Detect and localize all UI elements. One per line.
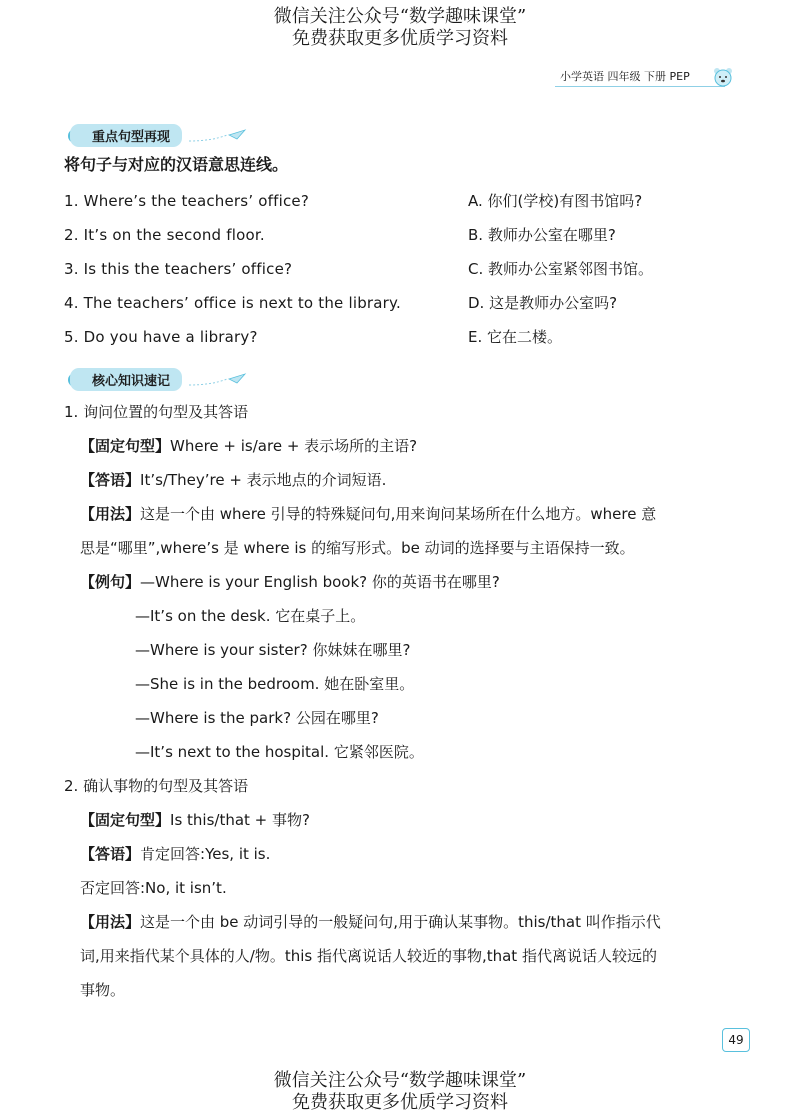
watermark-top-line2: 免费获取更多优质学习资料 — [292, 28, 508, 49]
pattern-line — [80, 810, 310, 830]
paper-plane-icon — [187, 373, 247, 387]
header-divider — [555, 86, 725, 87]
usage-text: 这是一个由 be 动词引导的一般疑问句,用于确认某事物。this/that 叫作指示代 — [140, 913, 661, 931]
answer-line — [80, 470, 386, 490]
answer-negative: 否定回答:No, it isn’t. — [80, 879, 227, 897]
section-header-key-sentences — [68, 124, 247, 144]
paper-plane-icon — [187, 129, 247, 143]
section-header-core-knowledge — [68, 368, 247, 388]
match-left-item: 3. Is this the teachers’ office? — [64, 260, 293, 278]
answer-text: 肯定回答:Yes, it is. — [140, 845, 271, 863]
book-tag: 小学英语 四年级 下册 PEP — [560, 70, 690, 83]
point-heading: 2. 确认事物的句型及其答语 — [64, 777, 249, 795]
point-heading: 1. 询问位置的句型及其答语 — [64, 403, 249, 421]
example-sentence: —She is in the bedroom. 她在卧室里。 — [135, 675, 415, 693]
match-right-item: A. 你们(学校)有图书馆吗? — [468, 192, 643, 210]
match-right-item: C. 教师办公室紧邻图书馆。 — [468, 260, 654, 278]
label-example: 【例句】 — [80, 573, 141, 591]
example-sentence: —It’s next to the hospital. 它紧邻医院。 — [135, 743, 424, 761]
match-right-item: B. 教师办公室在哪里? — [468, 226, 616, 244]
label-answer: 【答语】 — [80, 471, 141, 489]
match-right-item: E. 它在二楼。 — [468, 328, 563, 346]
section-title: 重点句型再现 — [70, 124, 182, 147]
watermark-bottom-line1: 微信关注公众号“数学趣味课堂” — [273, 1070, 527, 1091]
watermark-bottom-line2: 免费获取更多优质学习资料 — [292, 1092, 508, 1113]
pattern-text: Where + is/are + 表示场所的主语? — [170, 437, 418, 455]
match-left-item: 4. The teachers’ office is next to the library. — [64, 294, 401, 312]
example-line — [80, 572, 500, 592]
usage-line-continued: 事物。 — [80, 981, 126, 999]
example-sentence: —Where is your sister? 你妹妹在哪里? — [135, 641, 411, 659]
usage-line-continued: 词,用来指代某个具体的人/物。this 指代离说话人较近的事物,that 指代离说话人较远的 — [80, 947, 657, 965]
answer-text: It’s/They’re + 表示地点的介词短语. — [140, 471, 387, 489]
watermark-top-line1: 微信关注公众号“数学趣味课堂” — [273, 6, 527, 27]
pattern-line — [80, 436, 417, 456]
match-left-item: 2. It’s on the second floor. — [64, 226, 265, 244]
usage-line — [80, 504, 656, 524]
match-left-item: 1. Where’s the teachers’ office? — [64, 192, 309, 210]
pattern-text: Is this/that + 事物? — [170, 811, 310, 829]
label-usage: 【用法】 — [80, 505, 141, 523]
usage-line-continued: 思是“哪里”,where’s 是 where is 的缩写形式。be 动词的选择要与主语保持一致。 — [80, 539, 635, 557]
match-left-item: 5. Do you have a library? — [64, 328, 258, 346]
example-sentence: —Where is the park? 公园在哪里? — [135, 709, 379, 727]
match-right-item: D. 这是教师办公室吗? — [468, 294, 618, 312]
label-usage: 【用法】 — [80, 913, 141, 931]
usage-text: 这是一个由 where 引导的特殊疑问句,用来询问某场所在什么地方。where 意 — [140, 505, 657, 523]
section-title: 核心知识速记 — [70, 368, 182, 391]
usage-line — [80, 912, 661, 932]
instruction-text: 将句子与对应的汉语意思连线。 — [64, 155, 289, 174]
label-fixed-pattern: 【固定句型】 — [80, 811, 171, 829]
bear-mascot-icon — [712, 66, 734, 88]
label-fixed-pattern: 【固定句型】 — [80, 437, 171, 455]
page-number: 49 — [722, 1028, 750, 1052]
example-sentence: —It’s on the desk. 它在桌子上。 — [135, 607, 366, 625]
example-sentence: —Where is your English book? 你的英语书在哪里? — [140, 573, 500, 591]
label-answer: 【答语】 — [80, 845, 141, 863]
answer-line — [80, 844, 270, 864]
